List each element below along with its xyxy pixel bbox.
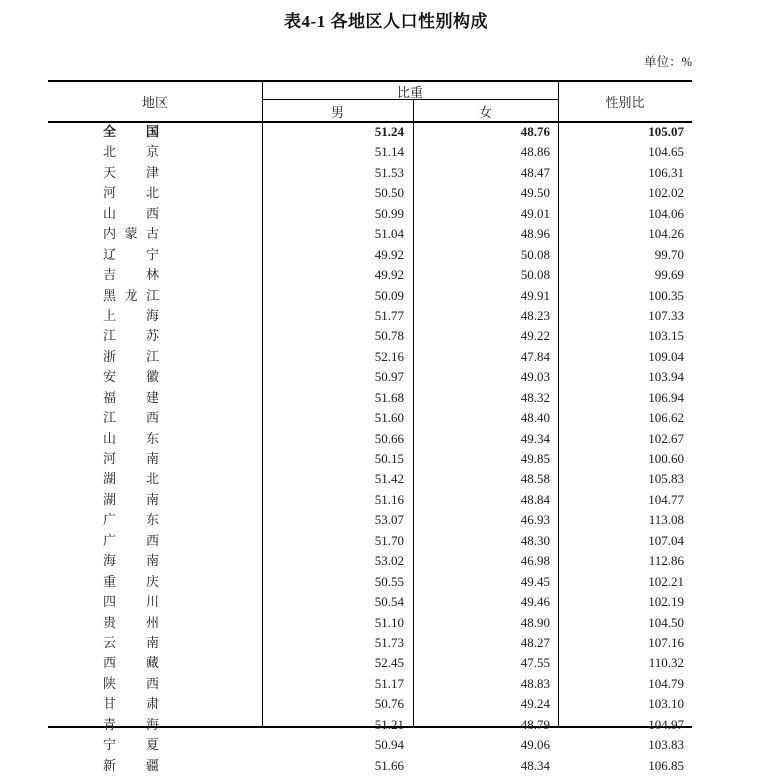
table-row (48, 429, 692, 449)
table-row (48, 613, 692, 633)
cell-sex-ratio: 99.70 (654, 246, 684, 262)
column-header-male: 男 (330, 105, 344, 120)
cell-male-proportion: 51.21 (374, 716, 404, 732)
cell-region-name: 上 海 (103, 307, 159, 323)
cell-male-proportion: 50.15 (374, 451, 404, 466)
cell-female-proportion: 49.06 (520, 737, 550, 753)
cell-sex-ratio: 100.60 (648, 451, 684, 466)
cell-female-proportion: 48.23 (520, 307, 550, 323)
cell-female-proportion: 48.84 (520, 491, 550, 507)
cell-male-proportion: 50.76 (374, 696, 404, 712)
cell-sex-ratio: 107.33 (648, 307, 684, 323)
cell-female-proportion: 49.24 (520, 696, 550, 712)
table-row (48, 735, 692, 755)
table-row (48, 551, 692, 571)
cell-region-name: 山 西 (103, 205, 159, 221)
cell-region-name: 贵 州 (103, 614, 159, 630)
cell-region-name: 黑龙江 (103, 287, 159, 303)
table-row (48, 388, 692, 408)
cell-female-proportion: 49.85 (520, 451, 550, 466)
cell-sex-ratio: 106.31 (648, 164, 684, 180)
cell-male-proportion: 50.55 (374, 573, 404, 589)
cell-male-proportion: 50.97 (374, 369, 404, 385)
cell-sex-ratio: 99.69 (654, 267, 684, 283)
cell-female-proportion: 48.47 (520, 164, 550, 180)
cell-sex-ratio: 103.83 (648, 737, 684, 753)
cell-sex-ratio: 109.04 (648, 348, 684, 364)
table-row (48, 163, 692, 183)
cell-male-proportion: 51.17 (374, 675, 404, 691)
cell-sex-ratio: 103.94 (648, 369, 684, 385)
cell-male-proportion: 50.54 (374, 594, 404, 610)
table-row (48, 347, 692, 367)
cell-male-proportion: 51.04 (374, 226, 404, 242)
cell-male-proportion: 50.99 (374, 205, 404, 221)
cell-sex-ratio: 104.77 (648, 491, 684, 507)
cell-sex-ratio: 102.02 (648, 185, 684, 201)
cell-female-proportion: 49.46 (520, 594, 550, 610)
cell-female-proportion: 48.30 (520, 532, 550, 548)
table-row (48, 306, 692, 326)
table-row (48, 449, 692, 469)
cell-female-proportion: 47.55 (520, 655, 550, 671)
cell-region-name: 湖 北 (103, 471, 159, 487)
cell-female-proportion: 48.34 (520, 757, 550, 773)
cell-sex-ratio: 106.85 (648, 757, 684, 773)
cell-region-name: 河 北 (103, 185, 159, 201)
cell-region-name: 云 南 (103, 634, 159, 650)
cell-female-proportion: 50.08 (520, 246, 550, 262)
table-row (48, 286, 692, 306)
cell-male-proportion: 49.92 (374, 267, 404, 283)
cell-sex-ratio: 104.79 (648, 675, 684, 691)
cell-female-proportion: 49.01 (520, 205, 550, 221)
page-title: 表4-1 各地区人口性别构成 (284, 12, 488, 31)
cell-sex-ratio: 104.26 (648, 226, 684, 242)
cell-region-name: 江 西 (103, 410, 159, 426)
table-row (48, 653, 692, 673)
cell-male-proportion: 51.14 (374, 144, 404, 160)
cell-region-name: 宁 夏 (103, 737, 159, 753)
cell-sex-ratio: 110.32 (648, 655, 684, 671)
table-row (48, 245, 692, 265)
cell-male-proportion: 51.10 (374, 614, 404, 630)
cell-sex-ratio: 112.86 (648, 553, 684, 569)
column-header-region: 地区 (141, 95, 168, 110)
cell-region-name: 安 徽 (103, 369, 159, 385)
cell-female-proportion: 47.84 (520, 348, 550, 364)
cell-region-name: 北 京 (103, 144, 159, 160)
cell-female-proportion: 48.27 (520, 634, 550, 650)
table-row (48, 674, 692, 694)
cell-sex-ratio: 104.50 (648, 614, 684, 630)
cell-male-proportion: 50.94 (374, 737, 404, 753)
cell-sex-ratio: 107.16 (648, 634, 684, 650)
cell-sex-ratio: 107.04 (648, 532, 684, 548)
cell-male-proportion: 51.77 (374, 307, 404, 323)
column-header-proportion-group: 比重 (396, 85, 423, 100)
cell-female-proportion: 50.08 (520, 267, 550, 283)
cell-male-proportion: 50.09 (374, 287, 404, 303)
cell-region-name: 浙 江 (103, 348, 159, 364)
cell-sex-ratio: 106.62 (648, 410, 684, 426)
cell-male-proportion: 50.50 (374, 185, 404, 201)
cell-male-proportion: 51.70 (374, 532, 404, 548)
cell-female-proportion: 48.86 (520, 144, 550, 160)
cell-region-name: 吉 林 (103, 267, 159, 283)
table-row (48, 592, 692, 612)
cell-region-name: 山 东 (103, 430, 159, 446)
cell-female-proportion: 49.03 (520, 369, 550, 385)
cell-male-proportion: 50.78 (374, 328, 404, 344)
cell-sex-ratio: 104.65 (648, 144, 684, 160)
cell-male-proportion: 51.24 (374, 124, 404, 139)
cell-region-name: 江 苏 (103, 328, 159, 344)
cell-region-name: 河 南 (103, 451, 159, 466)
cell-region-name: 西 藏 (103, 655, 159, 671)
cell-female-proportion: 48.58 (520, 471, 550, 487)
cell-male-proportion: 53.07 (374, 512, 404, 528)
cell-male-proportion: 51.53 (374, 164, 404, 180)
unit-note: 单位：% (644, 55, 692, 69)
cell-female-proportion: 48.32 (520, 389, 550, 405)
cell-region-name: 湖 南 (103, 491, 159, 507)
cell-sex-ratio: 103.10 (648, 696, 684, 712)
cell-male-proportion: 51.73 (374, 634, 404, 650)
cell-region-name: 全 国 (103, 124, 159, 139)
table-row (48, 326, 692, 346)
cell-female-proportion: 48.40 (520, 410, 550, 426)
cell-male-proportion: 52.45 (374, 655, 404, 671)
cell-region-name: 海 南 (103, 553, 159, 569)
cell-female-proportion: 46.93 (520, 512, 550, 528)
cell-sex-ratio: 105.83 (648, 471, 684, 487)
cell-female-proportion: 49.50 (520, 185, 550, 201)
table-row (48, 265, 692, 285)
table-row (48, 756, 692, 776)
cell-female-proportion: 48.76 (520, 124, 550, 139)
table-row (48, 224, 692, 244)
cell-sex-ratio: 113.08 (648, 512, 684, 528)
table-row (48, 469, 692, 489)
cell-region-name: 广 东 (103, 512, 159, 528)
cell-region-name: 辽 宁 (103, 246, 159, 262)
table-row (48, 510, 692, 530)
table-row (48, 122, 692, 142)
cell-male-proportion: 51.66 (374, 757, 404, 773)
cell-female-proportion: 48.90 (520, 614, 550, 630)
table-row (48, 183, 692, 203)
table-row (48, 367, 692, 387)
cell-region-name: 天 津 (103, 164, 159, 180)
cell-female-proportion: 48.83 (520, 675, 550, 691)
cell-female-proportion: 49.34 (520, 430, 550, 446)
cell-male-proportion: 50.66 (374, 430, 404, 446)
cell-region-name: 内蒙古 (103, 226, 159, 242)
table-row (48, 204, 692, 224)
cell-region-name: 甘 肃 (103, 696, 159, 712)
cell-female-proportion: 46.98 (520, 553, 550, 569)
cell-sex-ratio: 106.94 (648, 389, 684, 405)
table-row (48, 531, 692, 551)
cell-region-name: 福 建 (103, 389, 159, 405)
cell-female-proportion: 49.45 (520, 573, 550, 589)
table-body (48, 122, 692, 776)
cell-male-proportion: 51.16 (374, 491, 404, 507)
cell-region-name: 重 庆 (103, 573, 159, 589)
cell-female-proportion: 49.91 (520, 287, 550, 303)
cell-female-proportion: 48.79 (520, 716, 550, 732)
table-row (48, 715, 692, 735)
cell-region-name: 陕 西 (103, 675, 159, 691)
cell-sex-ratio: 102.21 (648, 573, 684, 589)
cell-region-name: 四 川 (103, 594, 159, 610)
cell-male-proportion: 52.16 (374, 348, 404, 364)
cell-sex-ratio: 100.35 (648, 287, 684, 303)
cell-sex-ratio: 104.06 (648, 205, 684, 221)
table-row (48, 490, 692, 510)
table-row (48, 694, 692, 714)
cell-sex-ratio: 105.07 (648, 124, 684, 139)
cell-male-proportion: 51.42 (374, 471, 404, 487)
table-row (48, 408, 692, 428)
column-header-female: 女 (478, 105, 492, 120)
cell-male-proportion: 53.02 (374, 553, 404, 569)
cell-female-proportion: 48.96 (520, 226, 550, 242)
cell-male-proportion: 51.60 (374, 410, 404, 426)
cell-region-name: 青 海 (103, 716, 159, 732)
table-row (48, 572, 692, 592)
cell-male-proportion: 51.68 (374, 389, 404, 405)
table-row (48, 633, 692, 653)
cell-female-proportion: 49.22 (520, 328, 550, 344)
cell-sex-ratio: 104.97 (648, 716, 684, 732)
cell-region-name: 新 疆 (103, 757, 159, 773)
cell-region-name: 广 西 (103, 532, 159, 548)
column-header-sex-ratio: 性别比 (605, 95, 645, 110)
cell-sex-ratio: 102.19 (648, 594, 684, 610)
cell-sex-ratio: 103.15 (648, 328, 684, 344)
cell-male-proportion: 49.92 (374, 246, 404, 262)
table-row (48, 142, 692, 162)
cell-sex-ratio: 102.67 (648, 430, 684, 446)
